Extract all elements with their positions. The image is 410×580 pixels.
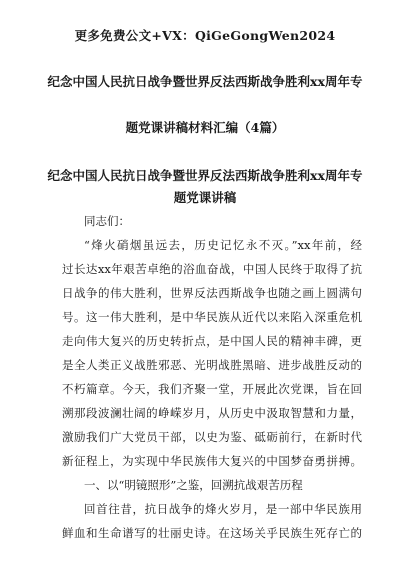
body-line: “烽火硝烟虽远去，历史记忆永不灭。”xx年前，经 <box>84 238 362 252</box>
document-title-line-2: 题党课讲稿材料汇编（4篇） <box>125 120 285 135</box>
greeting: 同志们： <box>84 214 130 228</box>
body-line: 是全人类正义战胜邪恶、光明战胜黑暗、进步战胜反动的 <box>62 358 362 372</box>
section-heading: 一、以“明镜照形”之鉴，回溯抗战艰苦历程 <box>84 478 303 492</box>
body-line: 过长达xx年艰苦卓绝的浴血奋战，中国人民终于取得了抗 <box>62 262 362 276</box>
section-title-line-2: 题党课讲稿 <box>173 190 237 205</box>
body-line: 回首往昔，抗日战争的烽火岁月，是一部中华民族用 <box>84 502 362 516</box>
body-line: 激励我们广大党员干部，以史为鉴、砥砺前行，在新时代 <box>62 430 362 444</box>
body-line: 新征程上，为实现中华民族伟大复兴的中国梦奋勇拼搏。 <box>62 454 362 468</box>
promo-banner: 更多免费公文+VX：QiGeGongWen2024 <box>74 28 336 43</box>
body-line: 不朽篇章。今天，我们齐聚一堂，开展此次党课，旨在回 <box>62 382 362 396</box>
body-line: 鲜血和生命谱写的壮丽史诗。在这场关乎民族生死存亡的 <box>62 526 362 540</box>
document-title-line-1: 纪念中国人民抗日战争暨世界反法西斯战争胜利xx周年专 <box>47 74 363 89</box>
body-line: 溯那段波澜壮阔的峥嵘岁月，从历史中汲取智慧和力量， <box>62 406 362 420</box>
body-line: 号。这一伟大胜利，是中华民族从近代以来陷入深重危机 <box>62 310 362 324</box>
body-line: 走向伟大复兴的历史转折点，是中国人民的精神丰碑，更 <box>62 334 362 348</box>
body-line: 日战争的伟大胜利，世界反法西斯战争也随之画上圆满句 <box>62 286 362 300</box>
section-title-line-1: 纪念中国人民抗日战争暨世界反法西斯战争胜利xx周年专 <box>47 168 363 183</box>
